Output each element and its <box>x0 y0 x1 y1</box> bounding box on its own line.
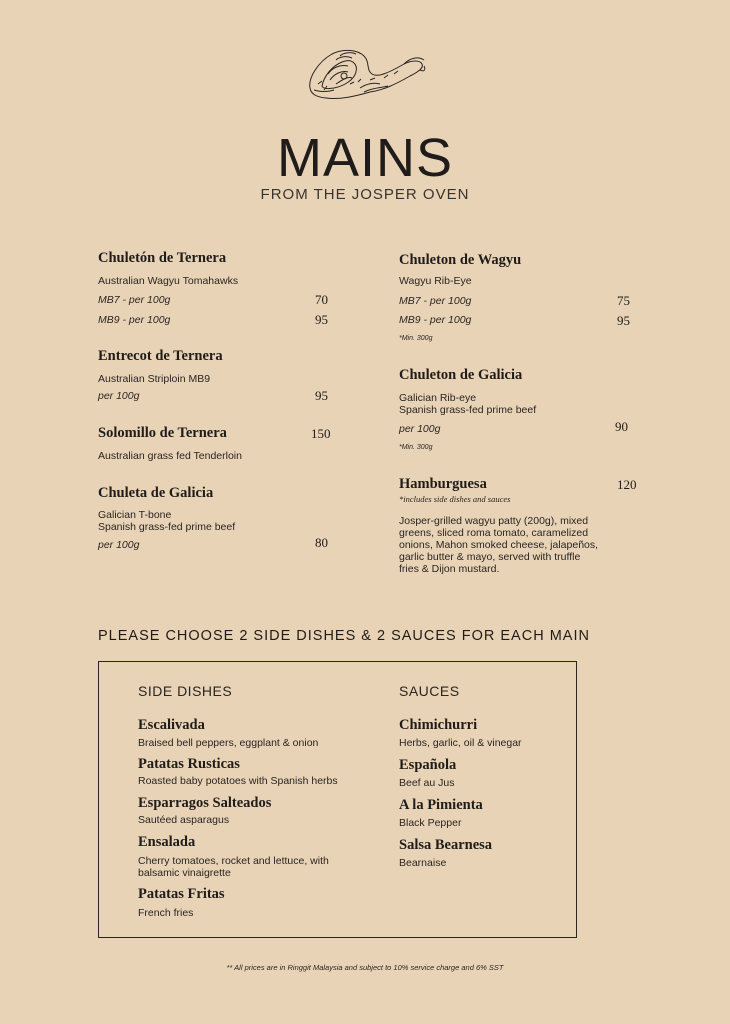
side-dish-name: Patatas Fritas <box>138 886 225 902</box>
meat-illustration-icon <box>300 40 430 105</box>
price-value: 80 <box>315 535 328 550</box>
sauce-name: Chimichurri <box>399 717 478 733</box>
minimum-note: *Min. 300g <box>399 335 433 342</box>
price-value: 95 <box>315 388 328 403</box>
dish-name: Chuletón de Ternera <box>98 250 227 266</box>
price-value: 95 <box>617 313 630 328</box>
dish-description: onions, Mahon smoked cheese, jalapeños, <box>399 539 599 551</box>
side-dish-description: balsamic vinaigrette <box>138 867 231 879</box>
price-option-label: MB9 - per 100g <box>98 314 171 326</box>
side-dishes-heading: SIDE DISHES <box>138 683 233 699</box>
side-dish-name: Patatas Rusticas <box>138 756 240 772</box>
sauce-name: A la Pimienta <box>399 797 483 813</box>
dish-name: Chuleton de Wagyu <box>399 252 522 268</box>
dish-name: Solomillo de Ternera <box>98 425 227 441</box>
dish-description: Australian Wagyu Tomahawks <box>98 275 239 287</box>
price-option-label: MB7 - per 100g <box>98 294 171 306</box>
sauce-description: Beef au Jus <box>399 777 455 789</box>
price-value: 70 <box>315 292 328 307</box>
side-dish-name: Escalivada <box>138 717 205 733</box>
dish-description: Wagyu Rib-Eye <box>399 275 472 287</box>
sauces-heading: SAUCES <box>399 683 460 699</box>
dish-name: Entrecot de Ternera <box>98 348 223 364</box>
price-value: 150 <box>311 426 331 441</box>
price-disclaimer: ** All prices are in Ringgit Malaysia and subject to 10% service charge and 6% SST <box>226 963 504 972</box>
dish-description: Australian grass fed Tenderloin <box>98 450 242 462</box>
dish-name: Chuleta de Galicia <box>98 485 214 501</box>
choose-heading: PLEASE CHOOSE 2 SIDE DISHES & 2 SAUCES FOR EACH MAIN <box>98 628 590 644</box>
sauce-name: Española <box>399 757 457 773</box>
side-dish-description: French fries <box>138 907 194 919</box>
side-dish-description: Braised bell peppers, eggplant & onion <box>138 737 319 749</box>
dish-name: Chuleton de Galicia <box>399 367 523 383</box>
dish-description: Australian Striploin MB9 <box>98 373 211 385</box>
side-dish-description: Cherry tomatoes, rocket and lettuce, with <box>138 855 329 867</box>
dish-description: Spanish grass-fed prime beef <box>399 404 537 416</box>
price-option-label: per 100g <box>98 390 140 402</box>
dish-description: Spanish grass-fed prime beef <box>98 521 236 533</box>
price-value: 95 <box>315 312 328 327</box>
price-value: 90 <box>615 419 628 434</box>
side-dish-name: Ensalada <box>138 834 196 850</box>
side-dish-name: Esparragos Salteados <box>138 795 272 811</box>
page-title: MAINS <box>276 128 454 188</box>
side-dish-description: Roasted baby potatoes with Spanish herbs <box>138 775 338 787</box>
price-option-label: per 100g <box>98 539 140 551</box>
sauce-description: Herbs, garlic, oil & vinegar <box>399 737 522 749</box>
sauce-description: Bearnaise <box>399 857 447 869</box>
dish-name: Hamburguesa <box>399 476 487 492</box>
dish-description: Josper-grilled wagyu patty (200g), mixed <box>399 515 589 527</box>
dish-description: Galician Rib-eye <box>399 392 477 404</box>
price-value: 120 <box>617 477 637 492</box>
price-option-label: per 100g <box>399 423 441 435</box>
minimum-note: *Min. 300g <box>399 444 433 451</box>
includes-note: *includes side dishes and sauces <box>399 494 511 504</box>
side-dish-description: Sautéed asparagus <box>138 814 230 826</box>
sauce-description: Black Pepper <box>399 817 462 829</box>
dish-description: fries & Dijon mustard. <box>399 563 500 575</box>
dish-description: garlic butter & mayo, served with truffle <box>399 551 581 563</box>
dish-description: greens, sliced roma tomato, caramelized <box>399 527 589 539</box>
price-option-label: MB9 - per 100g <box>399 314 472 326</box>
page-subtitle: FROM THE JOSPER OVEN <box>260 186 470 203</box>
price-option-label: MB7 - per 100g <box>399 295 472 307</box>
price-value: 75 <box>617 293 630 308</box>
sauce-name: Salsa Bearnesa <box>399 837 493 853</box>
dish-description: Galician T-bone <box>98 509 172 521</box>
